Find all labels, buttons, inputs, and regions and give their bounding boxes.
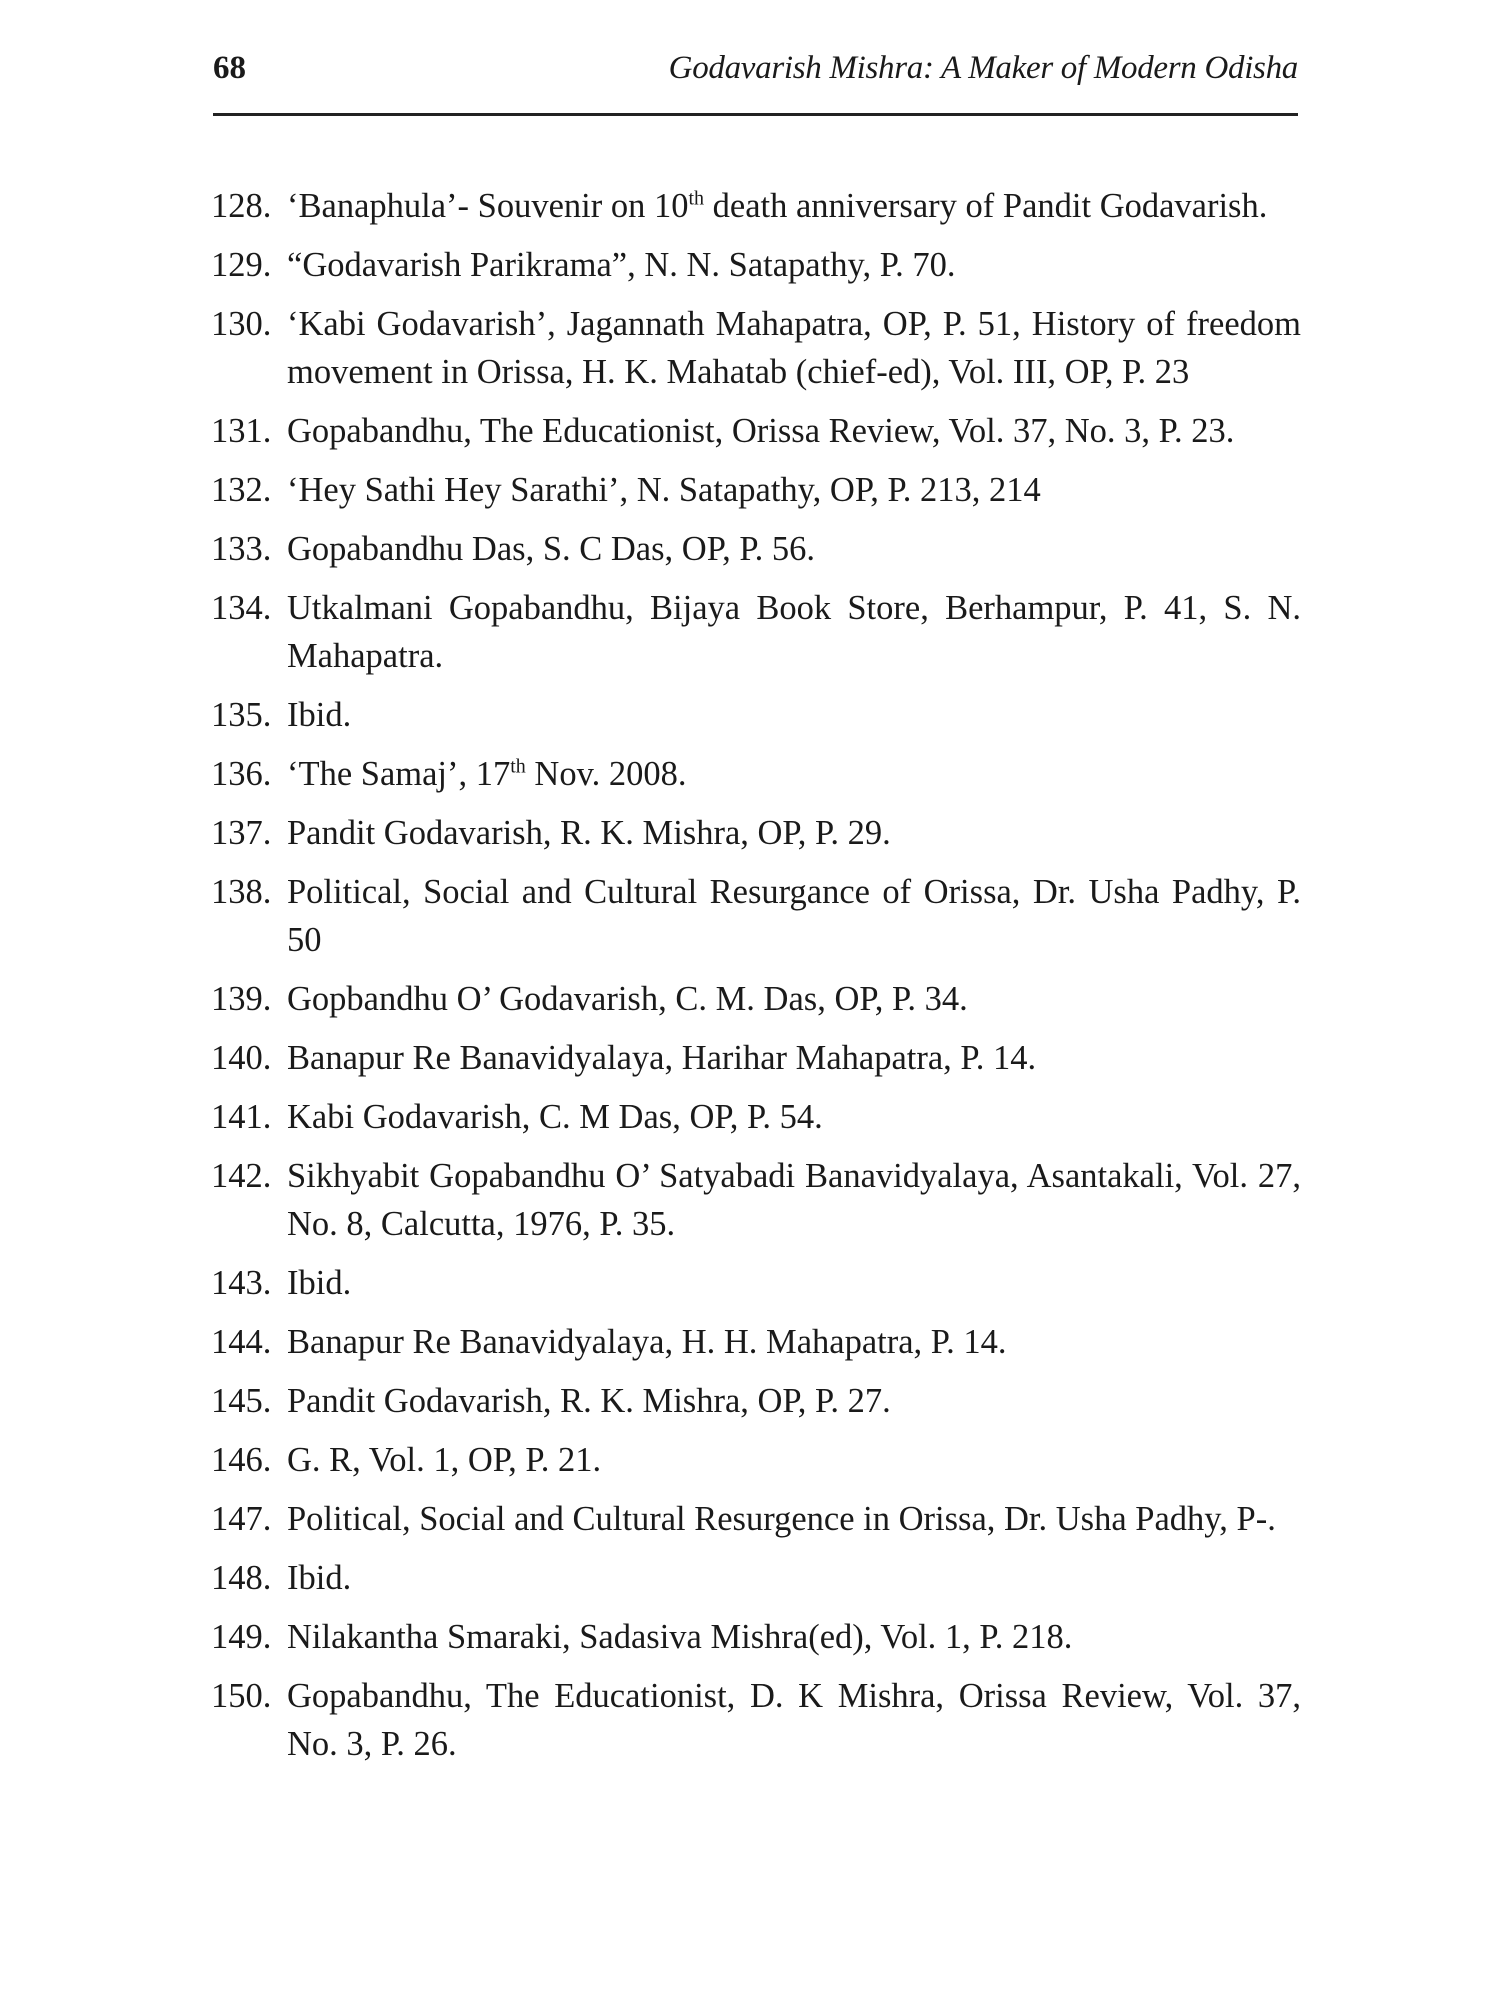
book-title: Godavarish Mishra: A Maker of Modern Odisha [668, 50, 1298, 86]
endnote-number: 128. [211, 187, 272, 225]
endnote-text: ‘Hey Sathi Hey Sarathi’, N. Satapathy, OP, P. 213, 214 [287, 471, 1041, 509]
endnote-number: 138. [211, 873, 272, 911]
endnote-number: 147. [211, 1500, 272, 1538]
endnote-145 [211, 1377, 1301, 1425]
endnote-number: 136. [211, 755, 272, 793]
endnote-number: 148. [211, 1559, 272, 1597]
endnote-number: 135. [211, 696, 272, 734]
endnote-149 [211, 1613, 1301, 1661]
header-rule [213, 113, 1298, 116]
endnote-143 [211, 1259, 1301, 1307]
endnote-text: Banapur Re Banavidyalaya, Harihar Mahapatra, P. 14. [287, 1039, 1037, 1077]
endnote-number: 150. [211, 1677, 272, 1715]
endnote-number: 144. [211, 1323, 272, 1361]
endnote-number: 131. [211, 412, 272, 450]
endnote-128 [211, 182, 1301, 230]
endnote-text: Sikhyabit Gopabandhu O’ Satyabadi Banavidyalaya, Asantakali, Vol. 27, No. 8, Calcutta, 1976, P. 35. [287, 1157, 1301, 1243]
endnote-text: “Godavarish Parikrama”, N. N. Satapathy, P. 70. [287, 246, 956, 284]
endnote-text: Ibid. [287, 696, 352, 734]
endnote-number: 139. [211, 980, 272, 1018]
endnote-text: Political, Social and Cultural Resurgance of Orissa, Dr. Usha Padhy, P. 50 [287, 873, 1301, 959]
endnote-text: ‘Banaphula’- Souvenir on 10th death anniversary of Pandit Godavarish. [287, 187, 1268, 225]
endnote-number: 130. [211, 305, 272, 343]
endnote-number: 137. [211, 814, 272, 852]
endnote-text: Ibid. [287, 1264, 352, 1302]
endnote-text: G. R, Vol. 1, OP, P. 21. [287, 1441, 602, 1479]
endnote-text: Pandit Godavarish, R. K. Mishra, OP, P. 27. [287, 1382, 891, 1420]
endnotes-list [211, 182, 1301, 1779]
endnote-number: 140. [211, 1039, 272, 1077]
endnote-132 [211, 466, 1301, 514]
endnote-138 [211, 868, 1301, 964]
endnote-134 [211, 584, 1301, 680]
endnote-text: Gopabandhu, The Educationist, Orissa Review, Vol. 37, No. 3, P. 23. [287, 412, 1235, 450]
endnote-number: 129. [211, 246, 272, 284]
endnote-135 [211, 691, 1301, 739]
endnote-text: Gopabandhu Das, S. C Das, OP, P. 56. [287, 530, 816, 568]
page-number: 68 [213, 50, 246, 86]
endnote-133 [211, 525, 1301, 573]
endnote-text: Kabi Godavarish, C. M Das, OP, P. 54. [287, 1098, 823, 1136]
endnote-129 [211, 241, 1301, 289]
endnote-146 [211, 1436, 1301, 1484]
endnote-text: ‘Kabi Godavarish’, Jagannath Mahapatra, OP, P. 51, History of freedom movement in Orissa, H. K. Mahatab (chief-ed), Vol. III, OP, P. 23 [287, 305, 1301, 391]
endnote-131 [211, 407, 1301, 455]
endnote-text: Ibid. [287, 1559, 352, 1597]
endnote-text: Nilakantha Smaraki, Sadasiva Mishra(ed), Vol. 1, P. 218. [287, 1618, 1073, 1656]
endnote-text: ‘The Samaj’, 17th Nov. 2008. [287, 755, 687, 793]
endnote-number: 149. [211, 1618, 272, 1656]
endnote-number: 142. [211, 1157, 272, 1195]
endnote-text: Political, Social and Cultural Resurgence in Orissa, Dr. Usha Padhy, P-. [287, 1500, 1276, 1538]
endnote-number: 146. [211, 1441, 272, 1479]
endnote-142 [211, 1152, 1301, 1248]
endnote-text: Pandit Godavarish, R. K. Mishra, OP, P. 29. [287, 814, 891, 852]
endnote-141 [211, 1093, 1301, 1141]
endnote-text: Gopbandhu O’ Godavarish, C. M. Das, OP, P. 34. [287, 980, 968, 1018]
endnote-139 [211, 975, 1301, 1023]
endnote-text: Banapur Re Banavidyalaya, H. H. Mahapatra, P. 14. [287, 1323, 1007, 1361]
endnote-text: Gopabandhu, The Educationist, D. K Mishra, Orissa Review, Vol. 37, No. 3, P. 26. [287, 1677, 1301, 1763]
endnote-number: 134. [211, 589, 272, 627]
endnote-number: 143. [211, 1264, 272, 1302]
endnote-number: 145. [211, 1382, 272, 1420]
endnote-number: 141. [211, 1098, 272, 1136]
endnote-text: Utkalmani Gopabandhu, Bijaya Book Store, Berhampur, P. 41, S. N. Mahapatra. [287, 589, 1301, 675]
endnote-number: 133. [211, 530, 272, 568]
endnote-140 [211, 1034, 1301, 1082]
running-head [213, 50, 1298, 100]
endnote-130 [211, 300, 1301, 396]
endnote-number: 132. [211, 471, 272, 509]
endnote-148 [211, 1554, 1301, 1602]
endnote-144 [211, 1318, 1301, 1366]
endnote-137 [211, 809, 1301, 857]
endnote-136 [211, 750, 1301, 798]
endnote-150 [211, 1672, 1301, 1768]
endnote-147 [211, 1495, 1301, 1543]
